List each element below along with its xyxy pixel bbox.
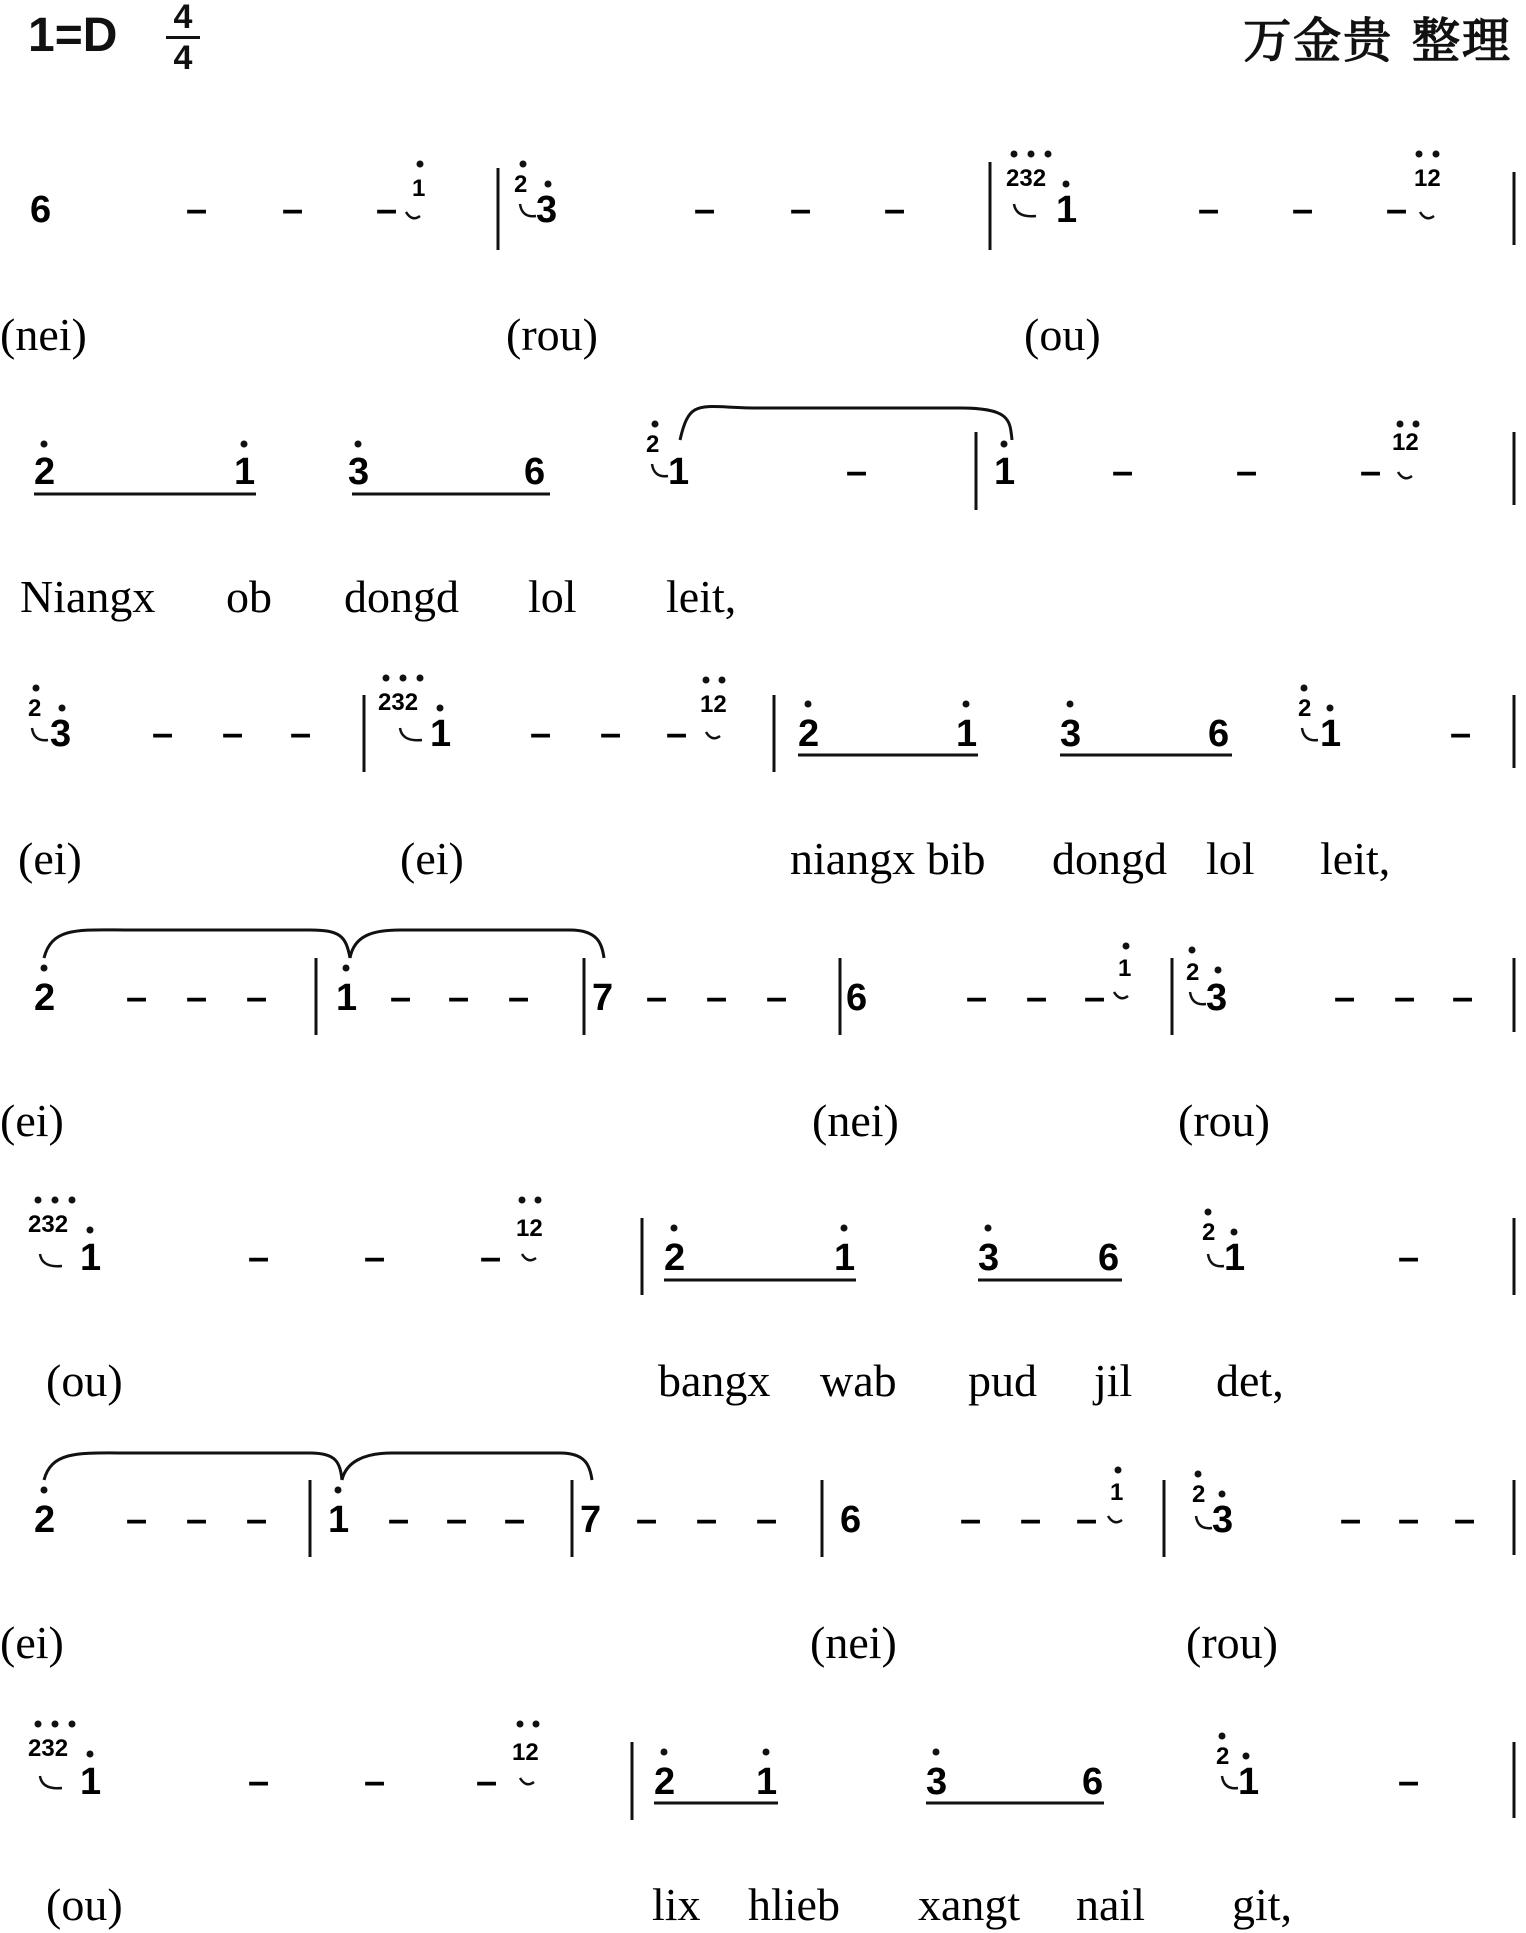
octave-dot	[87, 1751, 94, 1758]
octave-dot	[1028, 151, 1035, 158]
dash: –	[790, 189, 812, 231]
lyric-syllable: jil	[1094, 1355, 1133, 1406]
lyric-syllable: git,	[1232, 1879, 1293, 1930]
dash: –	[646, 977, 668, 1019]
lyric-syllable: (ou)	[46, 1355, 123, 1406]
lyric-syllable: (nei)	[810, 1617, 897, 1668]
lyric-syllable: bangx	[658, 1355, 771, 1406]
octave-dot	[805, 701, 812, 708]
note: 3	[1060, 713, 1082, 755]
lyric-syllable: (rou)	[1186, 1617, 1278, 1668]
note: 3	[926, 1761, 948, 1803]
note: 1	[1224, 1237, 1246, 1279]
dash: –	[248, 1761, 270, 1803]
lyric-syllable: wab	[820, 1355, 897, 1406]
octave-dot	[1231, 1229, 1238, 1236]
octave-dot	[1243, 1753, 1250, 1760]
note: 3	[50, 713, 72, 755]
grace-note: 232	[378, 689, 419, 716]
octave-dot	[35, 1197, 42, 1204]
note: 6	[840, 1499, 862, 1541]
tie	[44, 1453, 342, 1480]
dash: –	[364, 1761, 386, 1803]
row-3-notes	[28, 689, 1471, 755]
grace-hook	[32, 728, 48, 740]
octave-dot	[33, 685, 40, 692]
octave-dot	[35, 1721, 42, 1728]
octave-dot	[1205, 1209, 1212, 1216]
grace-note: 2	[1192, 1481, 1206, 1508]
dash: –	[388, 1499, 410, 1541]
slurs	[44, 407, 1012, 1480]
octave-dot	[52, 1197, 59, 1204]
octave-dot	[1413, 421, 1420, 428]
tie	[342, 1453, 592, 1480]
dash: –	[1112, 451, 1134, 493]
octave-dot	[335, 1487, 342, 1494]
dash: –	[1398, 1499, 1420, 1541]
grace-hook	[1114, 992, 1128, 998]
lyric-syllable: (nei)	[0, 309, 87, 360]
dash: –	[530, 713, 552, 755]
grace-note: 1	[412, 175, 426, 202]
lyric-syllable: det,	[1216, 1355, 1284, 1406]
dash: –	[248, 1237, 270, 1279]
grace-hook	[406, 212, 420, 218]
grace-note: 2	[646, 431, 660, 458]
grace-hook	[40, 1776, 62, 1788]
grace-note: 12	[700, 691, 727, 718]
dash: –	[364, 1237, 386, 1279]
dash: –	[1386, 189, 1408, 231]
note: 1	[430, 713, 452, 755]
octave-dot	[69, 1721, 76, 1728]
note: 3	[536, 189, 558, 231]
octave-dot	[383, 675, 390, 682]
octave-dot	[933, 1749, 940, 1756]
note: 6	[846, 977, 868, 1019]
lyric-syllable: lol	[1206, 833, 1255, 884]
note: 2	[34, 977, 56, 1019]
note: 3	[1206, 977, 1228, 1019]
octave-dot	[661, 1749, 668, 1756]
grace-hook	[1302, 728, 1318, 740]
beams	[34, 494, 1232, 1803]
lyric-syllable: (ou)	[1024, 309, 1101, 360]
octave-dot	[52, 1721, 59, 1728]
lyric-syllable: (ei)	[400, 833, 464, 884]
grace-hook	[1398, 472, 1412, 478]
dash: –	[290, 713, 312, 755]
grace-hook	[1420, 212, 1434, 218]
meter-top: 4	[173, 0, 193, 36]
dash: –	[480, 1237, 502, 1279]
octave-dot	[41, 441, 48, 448]
lyric-syllable: nail	[1076, 1879, 1145, 1930]
lyric-syllable: (rou)	[506, 309, 598, 360]
octave-dot	[41, 965, 48, 972]
dash: –	[222, 713, 244, 755]
note: 1	[756, 1761, 778, 1803]
octave-dot	[343, 965, 350, 972]
dash: –	[960, 1499, 982, 1541]
note: 6	[1098, 1237, 1120, 1279]
grace-hook	[1208, 1254, 1224, 1266]
row-2-notes	[34, 429, 1419, 493]
note: 2	[798, 713, 820, 755]
note: 2	[34, 1499, 56, 1541]
note: 1	[1238, 1761, 1260, 1803]
dash: –	[446, 1499, 468, 1541]
lyric-syllable: lix	[652, 1879, 701, 1930]
octave-dot	[1433, 151, 1440, 158]
octave-dot	[1397, 421, 1404, 428]
grace-note: 232	[1006, 165, 1047, 192]
grace-hook	[1108, 1516, 1122, 1522]
meter-bottom: 4	[173, 39, 193, 77]
octave-dot	[1215, 967, 1222, 974]
dash: –	[1084, 977, 1106, 1019]
octave-dot	[1189, 947, 1196, 954]
tie	[680, 407, 1012, 440]
grace-note: 12	[1414, 165, 1441, 192]
lyric-syllable: (ei)	[18, 833, 82, 884]
octave-dot	[1219, 1491, 1226, 1498]
dash: –	[186, 977, 208, 1019]
octave-dot	[59, 705, 66, 712]
octave-dot	[1001, 441, 1008, 448]
dash: –	[1398, 1237, 1420, 1279]
grace-note: 232	[28, 1211, 69, 1238]
octave-dot	[1123, 943, 1130, 950]
row-5-notes	[28, 1211, 1419, 1279]
tie	[350, 930, 604, 958]
note: 1	[328, 1499, 350, 1541]
octave-dot	[1219, 1733, 1226, 1740]
dash: –	[1292, 189, 1314, 231]
note: 2	[654, 1761, 676, 1803]
dash: –	[1026, 977, 1048, 1019]
row-1-notes	[30, 165, 1441, 231]
dash: –	[766, 977, 788, 1019]
dash: –	[694, 189, 716, 231]
octave-dot	[535, 1197, 542, 1204]
lyric-syllable: Niangx	[20, 571, 156, 622]
note: 6	[30, 189, 52, 231]
grace-note: 2	[1186, 959, 1200, 986]
dash: –	[504, 1499, 526, 1541]
row-7-notes	[28, 1735, 1419, 1803]
lyric-syllable: niangx bib	[790, 833, 986, 884]
grace-hook	[522, 1254, 536, 1260]
octave-dot	[1301, 685, 1308, 692]
lyric-syllable: lol	[528, 571, 577, 622]
dash: –	[186, 189, 208, 231]
dash: –	[390, 977, 412, 1019]
octave-dot	[1327, 705, 1334, 712]
lyric-syllable: dongd	[344, 571, 459, 622]
octave-dot	[1115, 1467, 1122, 1474]
octave-dot	[417, 161, 424, 168]
dash: –	[846, 451, 868, 493]
octave-dot	[1195, 1471, 1202, 1478]
note: 3	[348, 451, 370, 493]
dash: –	[448, 977, 470, 1019]
lyric-syllable: (nei)	[812, 1095, 899, 1146]
note: 1	[80, 1761, 102, 1803]
grace-note: 12	[1392, 429, 1419, 456]
octave-dot	[533, 1721, 540, 1728]
dash: –	[600, 713, 622, 755]
octave-dot	[1011, 151, 1018, 158]
lyrics	[0, 309, 1390, 1930]
dash: –	[966, 977, 988, 1019]
dash: –	[126, 977, 148, 1019]
note: 2	[664, 1237, 686, 1279]
grace-hook	[1196, 1516, 1212, 1528]
grace-note: 1	[1118, 955, 1132, 982]
octave-dot	[1045, 151, 1052, 158]
note: 1	[1056, 189, 1078, 231]
octave-dot	[1416, 151, 1423, 158]
grace-note: 232	[28, 1735, 69, 1762]
grace-note: 12	[516, 1215, 543, 1242]
dash: –	[1394, 977, 1416, 1019]
note: 2	[34, 451, 56, 493]
grace-note: 1	[1110, 1479, 1124, 1506]
dash: –	[152, 713, 174, 755]
dash: –	[1020, 1499, 1042, 1541]
octave-dot	[985, 1225, 992, 1232]
note: 1	[80, 1237, 102, 1279]
note: 1	[994, 451, 1016, 493]
octave-dot	[545, 181, 552, 188]
grace-note: 2	[1202, 1219, 1216, 1246]
octave-dot	[719, 677, 726, 684]
dash: –	[186, 1499, 208, 1541]
octave-dot	[763, 1749, 770, 1756]
note: 3	[978, 1237, 1000, 1279]
dash: –	[756, 1499, 778, 1541]
dash: –	[666, 713, 688, 755]
note: 6	[1208, 713, 1230, 755]
grace-hook	[652, 464, 668, 476]
dash: –	[1340, 1499, 1362, 1541]
grace-hook	[706, 732, 720, 738]
octave-dot	[241, 441, 248, 448]
grace-note: 2	[28, 695, 42, 722]
octave-dot	[703, 677, 710, 684]
grace-note: 2	[1216, 1743, 1230, 1770]
dash: –	[1398, 1761, 1420, 1803]
dash: –	[1450, 713, 1472, 755]
octave-dot	[87, 1227, 94, 1234]
grace-hook	[1014, 204, 1036, 216]
grace-hook	[1222, 1776, 1238, 1788]
arranger-credit: 万金贵 整理	[1243, 13, 1512, 69]
row-6-notes	[34, 1479, 1475, 1541]
lyric-syllable: ob	[226, 571, 272, 622]
octave-dot	[671, 1225, 678, 1232]
grace-note: 2	[1298, 695, 1312, 722]
dash: –	[1334, 977, 1356, 1019]
row-4-notes	[34, 955, 1473, 1019]
grace-hook	[1190, 992, 1206, 1004]
lyric-syllable: (ei)	[0, 1095, 64, 1146]
dash: –	[696, 1499, 718, 1541]
lyric-syllable: dongd	[1052, 833, 1167, 884]
lyric-syllable: (ou)	[46, 1879, 123, 1930]
dash: –	[126, 1499, 148, 1541]
lyric-syllable: xangt	[918, 1879, 1021, 1930]
octave-dot	[417, 675, 424, 682]
dash: –	[1452, 977, 1474, 1019]
octave-dot	[841, 1225, 848, 1232]
note: 1	[668, 451, 690, 493]
octave-dot	[1063, 181, 1070, 188]
octave-dot	[963, 701, 970, 708]
key-signature: 1=D	[28, 9, 118, 62]
lyric-syllable: leit,	[666, 571, 737, 622]
grace-note: 2	[514, 171, 528, 198]
octave-dot	[355, 441, 362, 448]
octave-dot	[520, 161, 527, 168]
note: 1	[336, 977, 358, 1019]
note: 1	[956, 713, 978, 755]
octave-dot	[1067, 701, 1074, 708]
dash: –	[1198, 189, 1220, 231]
dash: –	[1236, 451, 1258, 493]
grace-hook	[400, 728, 422, 740]
grace-hook	[40, 1254, 62, 1266]
note: 3	[1212, 1499, 1234, 1541]
grace-note: 12	[512, 1739, 539, 1766]
lyric-syllable: leit,	[1320, 833, 1391, 884]
note: 6	[1082, 1761, 1104, 1803]
note: 6	[524, 451, 546, 493]
octave-dot	[400, 675, 407, 682]
dash: –	[508, 977, 530, 1019]
octave-dot	[517, 1721, 524, 1728]
dash: –	[282, 189, 304, 231]
dash: –	[476, 1761, 498, 1803]
lyric-syllable: (rou)	[1178, 1095, 1270, 1146]
note: 1	[234, 451, 256, 493]
dash: –	[246, 1499, 268, 1541]
octave-dot	[519, 1197, 526, 1204]
note: 7	[580, 1499, 602, 1541]
octave-dot	[652, 421, 659, 428]
dash: –	[636, 1499, 658, 1541]
lyric-syllable: (ei)	[0, 1617, 64, 1668]
grace-hook	[520, 1778, 534, 1784]
grace-hook	[520, 204, 536, 216]
dash: –	[884, 189, 906, 231]
dash: –	[706, 977, 728, 1019]
dash: –	[376, 189, 398, 231]
dash: –	[1076, 1499, 1098, 1541]
octave-dot	[69, 1197, 76, 1204]
note: 1	[1320, 713, 1342, 755]
dash: –	[246, 977, 268, 1019]
note: 7	[592, 977, 614, 1019]
lyric-syllable: pud	[968, 1355, 1037, 1406]
octave-dot	[41, 1487, 48, 1494]
octave-dot	[437, 705, 444, 712]
lyric-syllable: hlieb	[748, 1879, 840, 1930]
dash: –	[1454, 1499, 1476, 1541]
dash: –	[1360, 451, 1382, 493]
note: 1	[834, 1237, 856, 1279]
tie	[44, 930, 350, 958]
